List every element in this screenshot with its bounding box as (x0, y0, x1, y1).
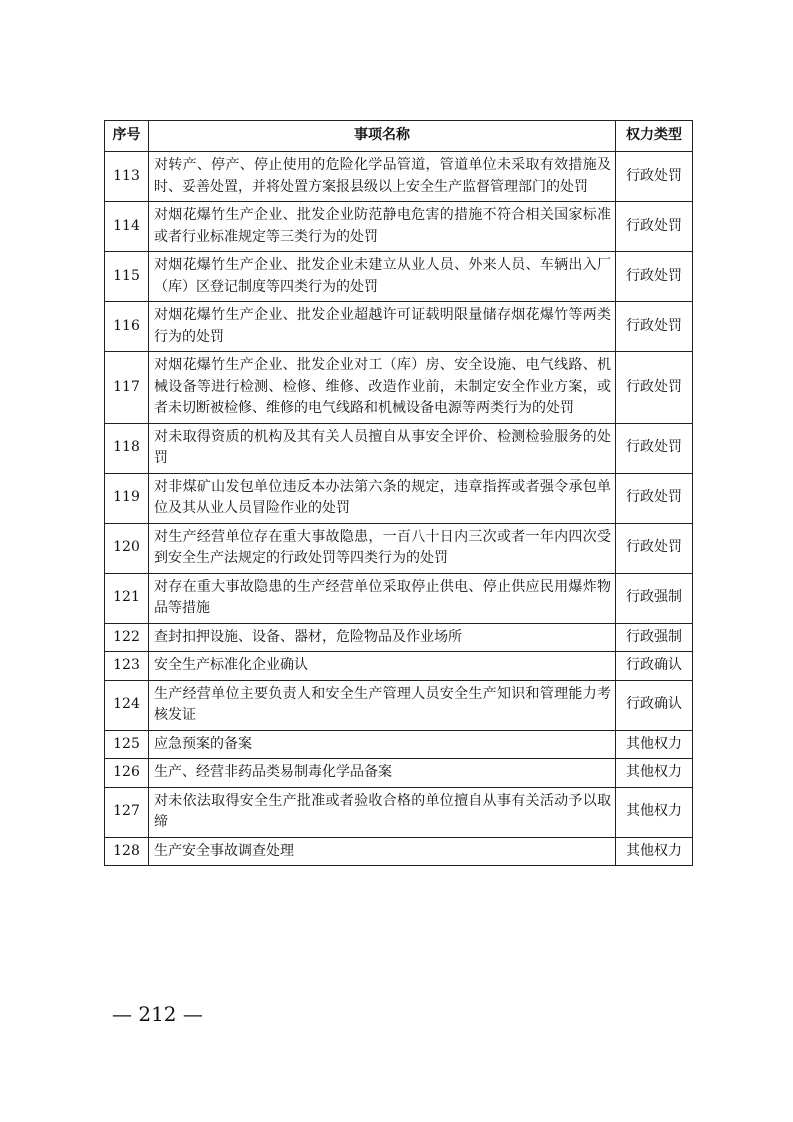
row-serial-number: 121 (105, 573, 149, 623)
row-power-type: 行政处罚 (616, 152, 693, 202)
row-item-name: 对生产经营单位存在重大事故隐患，一百八十日内三次或者一年内四次受到安全生产法规定的行政处罚等四类行为的处罚 (149, 523, 616, 573)
row-serial-number: 117 (105, 352, 149, 424)
table-row (105, 837, 693, 866)
row-item-name: 对未依法取得安全生产批准或者验收合格的单位擅自从事有关活动予以取缔 (149, 787, 616, 837)
row-serial-number: 115 (105, 252, 149, 302)
row-serial-number: 122 (105, 623, 149, 652)
row-power-type: 其他权力 (616, 730, 693, 759)
row-serial-number: 113 (105, 152, 149, 202)
row-item-name: 对烟花爆竹生产企业、批发企业防范静电危害的措施不符合相关国家标准或者行业标准规定等三类行为的处罚 (149, 202, 616, 252)
table-header-row (105, 121, 693, 152)
row-power-type: 其他权力 (616, 759, 693, 788)
row-power-type: 行政处罚 (616, 252, 693, 302)
row-power-type: 行政强制 (616, 573, 693, 623)
row-item-name: 生产经营单位主要负责人和安全生产管理人员安全生产知识和管理能力考核发证 (149, 680, 616, 730)
table-row (105, 523, 693, 573)
row-serial-number: 126 (105, 759, 149, 788)
row-power-type: 行政处罚 (616, 523, 693, 573)
row-item-name: 对烟花爆竹生产企业、批发企业超越许可证载明限量储存烟花爆竹等两类行为的处罚 (149, 302, 616, 352)
row-item-name: 生产安全事故调查处理 (149, 837, 616, 866)
row-item-name: 对存在重大事故隐患的生产经营单位采取停止供电、停止供应民用爆炸物品等措施 (149, 573, 616, 623)
page-number: — 212 — (112, 1002, 203, 1026)
table-row (105, 473, 693, 523)
row-serial-number: 124 (105, 680, 149, 730)
row-item-name: 对未取得资质的机构及其有关人员擅自从事安全评价、检测检验服务的处罚 (149, 423, 616, 473)
row-serial-number: 118 (105, 423, 149, 473)
table-row (105, 423, 693, 473)
row-power-type: 行政处罚 (616, 352, 693, 424)
row-power-type: 行政处罚 (616, 423, 693, 473)
row-serial-number: 125 (105, 730, 149, 759)
row-item-name: 对烟花爆竹生产企业、批发企业对工（库）房、安全设施、电气线路、机械设备等进行检测、检修、维修、改造作业前，未制定安全作业方案，或者未切断被检修、维修的电气线路和机械设备电源等两类行为的处罚 (149, 352, 616, 424)
row-power-type: 行政处罚 (616, 202, 693, 252)
table-row (105, 759, 693, 788)
row-serial-number: 123 (105, 652, 149, 681)
row-item-name: 对转产、停产、停止使用的危险化学品管道，管道单位未采取有效措施及时、妥善处置，并将处置方案报县级以上安全生产监督管理部门的处罚 (149, 152, 616, 202)
row-power-type: 行政强制 (616, 623, 693, 652)
row-power-type: 行政处罚 (616, 302, 693, 352)
table-body (105, 152, 693, 866)
row-serial-number: 116 (105, 302, 149, 352)
row-item-name: 生产、经营非药品类易制毒化学品备案 (149, 759, 616, 788)
power-items-table (104, 120, 693, 866)
row-serial-number: 120 (105, 523, 149, 573)
table-row (105, 680, 693, 730)
header-serial-number: 序号 (105, 121, 149, 152)
table-row (105, 252, 693, 302)
row-item-name: 应急预案的备案 (149, 730, 616, 759)
table-row (105, 302, 693, 352)
row-power-type: 其他权力 (616, 787, 693, 837)
header-item-name: 事项名称 (149, 121, 616, 152)
row-item-name: 查封扣押设施、设备、器材，危险物品及作业场所 (149, 623, 616, 652)
row-item-name: 对非煤矿山发包单位违反本办法第六条的规定，违章指挥或者强令承包单位及其从业人员冒险作业的处罚 (149, 473, 616, 523)
row-serial-number: 114 (105, 202, 149, 252)
table-row (105, 352, 693, 424)
table-row (105, 623, 693, 652)
table-row (105, 787, 693, 837)
row-item-name: 对烟花爆竹生产企业、批发企业未建立从业人员、外来人员、车辆出入厂（库）区登记制度等四类行为的处罚 (149, 252, 616, 302)
table-row (105, 573, 693, 623)
row-power-type: 其他权力 (616, 837, 693, 866)
row-serial-number: 127 (105, 787, 149, 837)
table-row (105, 730, 693, 759)
table-row (105, 152, 693, 202)
row-power-type: 行政确认 (616, 652, 693, 681)
row-serial-number: 119 (105, 473, 149, 523)
row-serial-number: 128 (105, 837, 149, 866)
row-power-type: 行政处罚 (616, 473, 693, 523)
table-row (105, 652, 693, 681)
row-power-type: 行政确认 (616, 680, 693, 730)
row-item-name: 安全生产标准化企业确认 (149, 652, 616, 681)
header-power-type: 权力类型 (616, 121, 693, 152)
table-row (105, 202, 693, 252)
